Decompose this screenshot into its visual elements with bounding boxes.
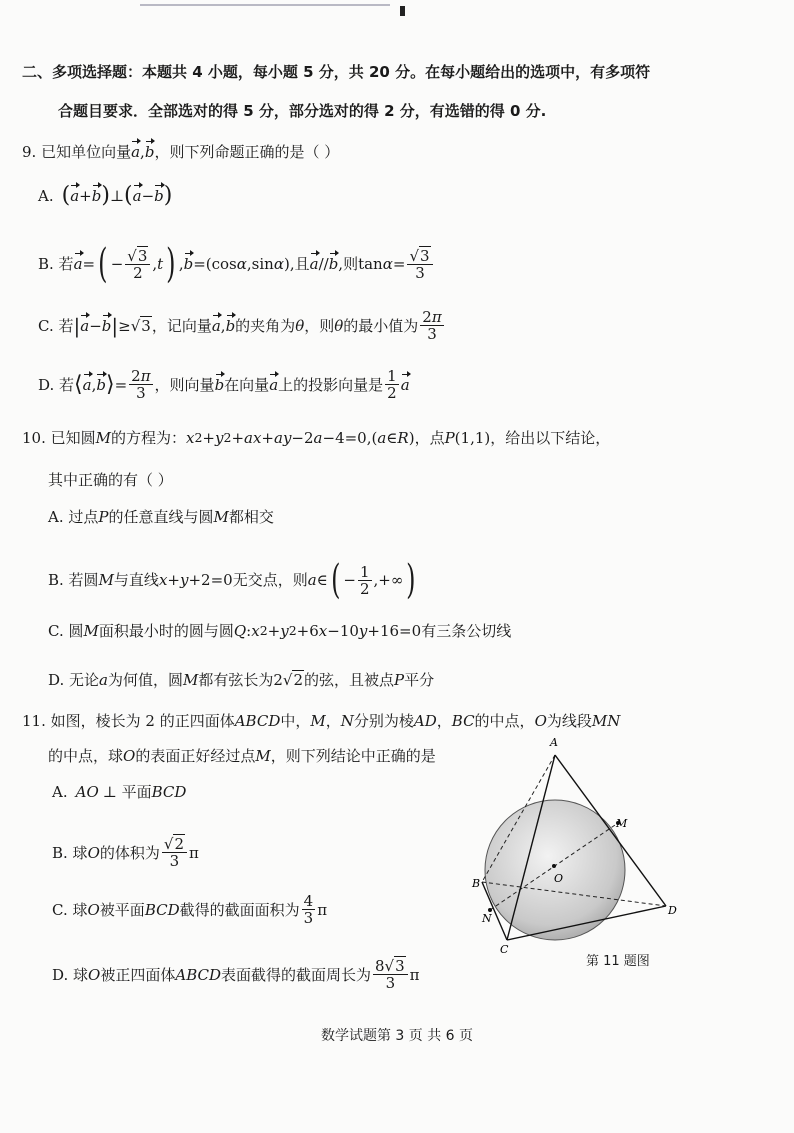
- q11-figure: [470, 730, 700, 955]
- q10-option-d: D. 无论 a 为何值，圆 M 都有弦长为 2√ 2 的弦，且被点 P 平分: [48, 671, 435, 689]
- point-o: [552, 864, 556, 868]
- section-header: 二、多项选择题：本题共 4 小题，每小题 5 分，共 20 分。在每小题给出的选项中，有多项符: [22, 63, 651, 81]
- q9-option-a: A. ( a + b ) ⊥ ( a − b ): [38, 183, 173, 208]
- q11-option-c: C. 球 O 被平面 BCD 截得的截面面积为 $\frac{4}{3}$ π: [52, 892, 328, 927]
- figure-caption: 第 11 题图: [586, 954, 650, 969]
- q10-stem: 10. 已知圆 M 的方程为： x 2 + y 2 + ax + ay −2 a −4=0,( a ∈ R ) ，点 P (1,1) ，给出以下结论，: [22, 429, 611, 447]
- q11-option-d: D. 球 O 被正四面体 ABCD 表面截得的截面周长为 $\frac{8√3}{3}$ π: [52, 957, 420, 992]
- label-c: C: [500, 943, 509, 955]
- section-header-cont: 合题目要求．全部选对的得 5 分，部分选对的得 2 分，有选错的得 0 分.: [58, 102, 547, 120]
- q11-stem: 11. 如图，棱长为 2 的正四面体 ABCD 中， M ， N 分别为棱 AD ， BC 的中点， O 为线段 MN: [22, 712, 621, 730]
- label-b: B: [472, 877, 481, 890]
- q10-option-a: A. 过点 P 的任意直线与圆 M 都相交: [48, 508, 274, 526]
- label-m: M: [616, 817, 628, 830]
- q11-stem-line2: 的中点，球 O 的表面正好经过点 M ，则下列结论中正确的是: [48, 747, 436, 765]
- top-edge-mark: [400, 6, 405, 16]
- q9-option-b: B. 若 a = ( − $\frac{√3}{2}$ , t ) , b =(cos α ,sin α ), 且 a // b , 则tan α = $\frac{√3}{3}$: [38, 244, 435, 284]
- page-footer: 数学试题第 3 页 共 6 页: [320, 1028, 474, 1044]
- label-n: N: [482, 912, 492, 925]
- q10-option-b: B. 若圆 M 与直线 x + y +2=0 无交点，则 a ∈ ( − $\frac{1}{2}$ ,+∞ ): [48, 557, 416, 603]
- q11-option-a: A. AO ⊥ 平面 BCD: [52, 783, 187, 801]
- label-o: O: [554, 872, 564, 885]
- q9-stem: 9. 已知单位向量 a , b ，则下列命题正确的是（ ）: [22, 143, 340, 161]
- top-edge-line: [140, 4, 390, 6]
- q10-option-c: C. 圆 M 面积最小时的圆与圆 Q : x 2 + y 2 +6 x −10 y +16=0 有三条公切线: [48, 622, 512, 640]
- q9-option-d: D. 若 ⟨ a , b ⟩ = $\frac{2\pi}{3}$ ，则向量 b 在向量 a 上的投影向量是 $\frac{1}{2}$ a: [38, 367, 410, 402]
- q9-option-c: C. 若 | a − b | ≥√ 3 ，记向量 a , b 的夹角为 θ ，则 θ 的最小值为 $\frac{2\pi}{3}$: [38, 308, 442, 343]
- label-a: A: [550, 736, 558, 749]
- q10-stem-line2: 其中正确的有（ ）: [48, 471, 173, 489]
- label-d: D: [668, 904, 677, 917]
- q11-option-b: B. 球 O 的体积为 $\frac{√2}{3}$ π: [52, 835, 199, 870]
